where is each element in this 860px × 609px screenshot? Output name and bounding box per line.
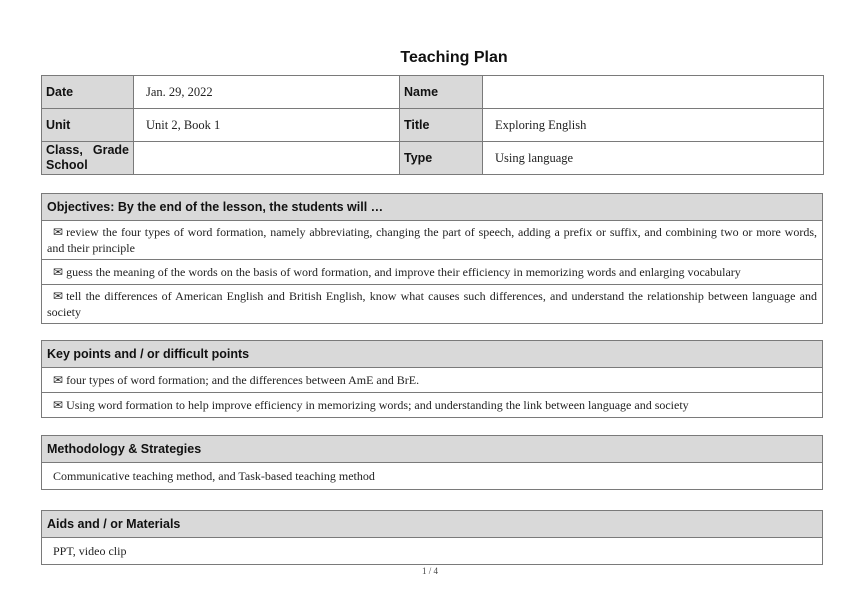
- bullet-icon: ✉: [53, 373, 64, 387]
- key-point-item: ✉ Using word formation to help improve efficiency in memorizing words; and understanding the link between language and society: [42, 393, 823, 418]
- unit-label: Unit: [42, 109, 134, 142]
- unit-value: Unit 2, Book 1: [134, 109, 400, 142]
- name-value: [483, 76, 824, 109]
- aids-table: [41, 510, 823, 565]
- key-points-table: [41, 340, 823, 418]
- date-label: Date: [42, 76, 134, 109]
- page-number: 1 / 4: [421, 566, 438, 576]
- objective-item: ✉ guess the meaning of the words on the basis of word formation, and improve their efficiency in memorizing words and enlarging vocabulary: [42, 260, 823, 285]
- type-label: Type: [400, 142, 483, 175]
- name-label: Name: [400, 76, 483, 109]
- key-points-header: Key points and / or difficult points: [42, 341, 823, 368]
- objective-item: ✉ tell the differences of American English and British English, know what causes such differences, and understand the relationship between language and society: [42, 285, 823, 324]
- aids-header: Aids and / or Materials: [42, 511, 823, 538]
- type-value: Using language: [483, 142, 824, 175]
- info-table: [41, 75, 824, 175]
- title-label: Title: [400, 109, 483, 142]
- bullet-icon: ✉: [53, 398, 64, 412]
- date-value: Jan. 29, 2022: [134, 76, 400, 109]
- objectives-table: [41, 193, 823, 324]
- class-label: Class, Grade School: [42, 142, 134, 175]
- title-value: Exploring English: [483, 109, 824, 142]
- key-point-item: ✉ four types of word formation; and the differences between AmE and BrE.: [42, 368, 823, 393]
- bullet-icon: ✉: [53, 225, 64, 239]
- info-row-unit: [42, 109, 824, 142]
- aids-text: PPT, video clip: [42, 538, 823, 565]
- info-row-date: [42, 76, 824, 109]
- methodology-header: Methodology & Strategies: [42, 436, 823, 463]
- objectives-header: Objectives: By the end of the lesson, the students will …: [42, 194, 823, 221]
- objective-item: ✉ review the four types of word formation, namely abbreviating, changing the part of speech, adding a prefix or suffix, and combining two or more words, and their principle: [42, 221, 823, 260]
- methodology-text: Communicative teaching method, and Task-based teaching method: [42, 463, 823, 490]
- bullet-icon: ✉: [53, 265, 64, 279]
- info-row-class: [42, 142, 824, 175]
- methodology-table: [41, 435, 823, 490]
- bullet-icon: ✉: [53, 289, 64, 303]
- page-title: Teaching Plan: [400, 49, 508, 66]
- class-value: [134, 142, 400, 175]
